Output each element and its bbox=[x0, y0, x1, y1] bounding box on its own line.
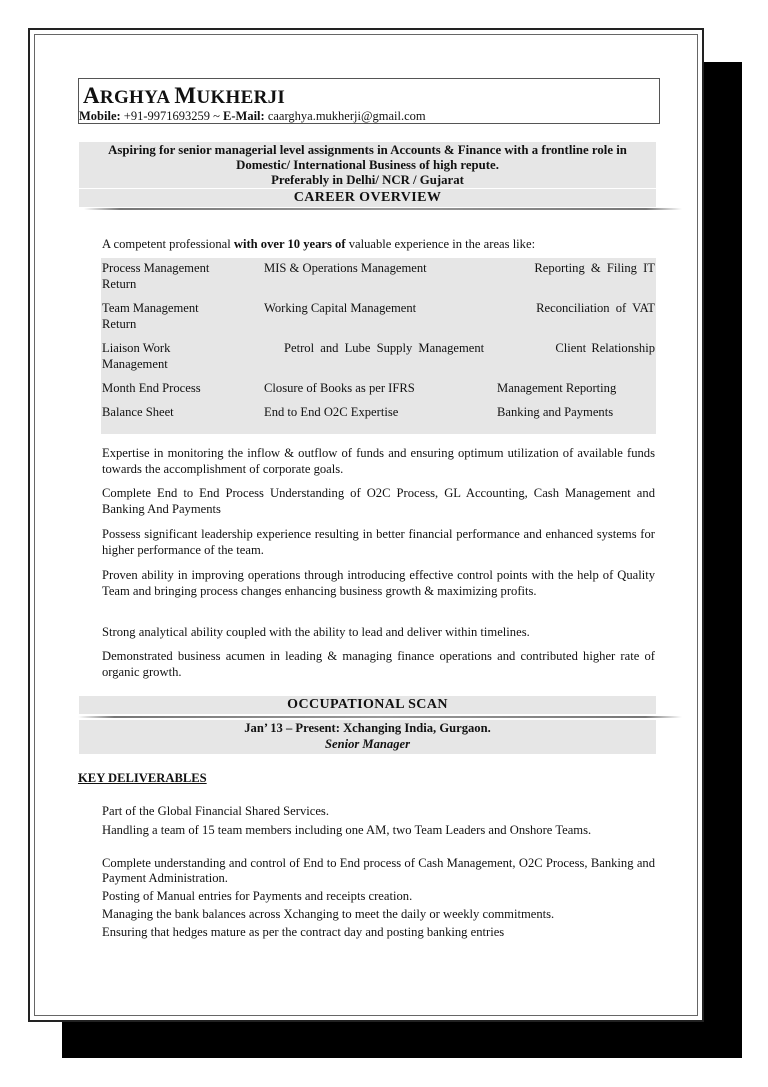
skill-item: Closure of Books as per IFRS bbox=[264, 381, 415, 395]
overview-intro bbox=[102, 236, 655, 252]
intro-bold: with over 10 years of bbox=[233, 237, 346, 251]
resume-header bbox=[78, 78, 660, 124]
skill-item-wrap: Return bbox=[102, 317, 137, 331]
overview-point: Expertise in monitoring the inflow & outflow of funds and ensuring optimum utilization of available funds towards the accomplishment of corporate goals. bbox=[102, 446, 655, 476]
occupational-scan-title: OCCUPATIONAL SCAN bbox=[79, 696, 656, 714]
job-header bbox=[79, 720, 656, 754]
skill-item-wrap: Management bbox=[102, 357, 168, 371]
skill-item: MIS & Operations Management bbox=[264, 261, 427, 275]
name-initial-last: M bbox=[174, 83, 197, 108]
mobile-label: Mobile: bbox=[79, 109, 121, 123]
section-rule bbox=[78, 716, 682, 718]
skill-item: Liaison Work bbox=[102, 341, 171, 355]
intro-suffix: valuable experience in the areas like: bbox=[345, 237, 536, 251]
mobile-value: +91-9971693259 bbox=[123, 109, 211, 123]
contact-line bbox=[79, 109, 426, 124]
objective-block bbox=[79, 142, 656, 188]
skill-item: Reconciliation of VAT bbox=[536, 301, 655, 315]
skills-grid bbox=[101, 258, 656, 434]
name-last-rest: UKHERJI bbox=[196, 87, 286, 108]
skill-item: Petrol and Lube Supply Management bbox=[284, 341, 485, 355]
skill-item: Team Management bbox=[102, 301, 199, 315]
overview-point: Strong analytical ability coupled with the ability to lead and deliver within timelines. bbox=[102, 625, 530, 639]
key-deliverables-heading: KEY DELIVERABLES bbox=[78, 771, 207, 785]
overview-point: Demonstrated business acumen in leading & managing finance operations and contributed higher rate of organic growth. bbox=[102, 649, 655, 679]
contact-separator: ~ bbox=[213, 109, 220, 123]
skill-item-wrap: Return bbox=[102, 277, 137, 291]
deliverable-item: Posting of Manual entries for Payments and receipts creation. bbox=[102, 889, 413, 903]
career-overview-title: CAREER OVERVIEW bbox=[79, 189, 656, 207]
skill-item: Balance Sheet bbox=[102, 405, 174, 419]
skill-item: Process Management bbox=[102, 261, 210, 275]
skill-item: Reporting & Filing IT bbox=[534, 261, 655, 275]
candidate-name bbox=[83, 83, 285, 109]
name-first-rest: RGHYA bbox=[99, 87, 170, 108]
job-line: Jan’ 13 – Present: Xchanging India, Gurgaon. bbox=[244, 721, 491, 735]
overview-point: Complete End to End Process Understanding of O2C Process, GL Accounting, Cash Management and Banking And Payments bbox=[102, 486, 655, 516]
job-role: Senior Manager bbox=[324, 737, 411, 751]
deliverable-item: Handling a team of 15 team members including one AM, two Team Leaders and Onshore Teams. bbox=[102, 823, 592, 837]
email-label: E-Mail: bbox=[223, 109, 265, 123]
skill-item: Month End Process bbox=[102, 381, 201, 395]
skill-item: Management Reporting bbox=[497, 381, 617, 395]
email-value[interactable]: caarghya.mukherji@gmail.com bbox=[267, 109, 426, 123]
objective-line-3: Preferably in Delhi/ NCR / Gujarat bbox=[271, 173, 464, 187]
overview-point: Proven ability in improving operations through introducing effective control points with the help of Quality Team and bringing process changes enhancing business growth & maximizing profits. bbox=[102, 568, 655, 598]
name-initial-first: A bbox=[83, 83, 100, 108]
deliverable-item: Managing the bank balances across Xchanging to meet the daily or weekly commitments. bbox=[102, 907, 555, 921]
section-rule bbox=[84, 208, 682, 210]
skill-item: Client Relationship bbox=[555, 341, 655, 355]
skill-item: Working Capital Management bbox=[264, 301, 417, 315]
skill-item: Banking and Payments bbox=[497, 405, 614, 419]
deliverable-item: Part of the Global Financial Shared Services. bbox=[102, 804, 329, 818]
overview-point: Possess significant leadership experience resulting in better financial performance and enhanced systems for higher performance of the team. bbox=[102, 527, 655, 557]
objective-line-1: Aspiring for senior managerial level assignments in Accounts & Finance with a frontline role in bbox=[108, 143, 627, 157]
deliverable-item: Ensuring that hedges mature as per the contract day and posting banking entries bbox=[102, 925, 505, 939]
intro-prefix: A competent professional bbox=[102, 237, 234, 251]
skill-item: End to End O2C Expertise bbox=[264, 405, 399, 419]
deliverable-item: Complete understanding and control of End to End process of Cash Management, O2C Process, Banking and Payment Administration. bbox=[102, 856, 655, 885]
objective-line-2: Domestic/ International Business of high repute. bbox=[236, 158, 499, 172]
